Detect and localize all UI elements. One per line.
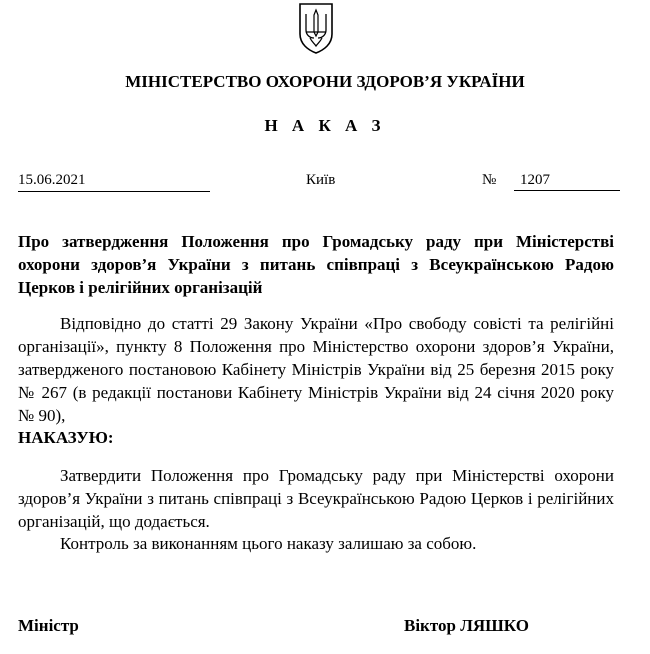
trident-coat-of-arms-icon	[296, 2, 336, 54]
order-item-2: Контроль за виконанням цього наказу залишаю за собою.	[60, 534, 477, 553]
preamble-paragraph: Відповідно до статті 29 Закону України «Про свободу совісті та релігійні організації», пункту 8 Положення про Міністерство охорони здоров’я України, затвердженого постановою Кабінету Міністрів України від 25 березня 2015 року № 267 (в редакції постанови Кабінету Міністрів України від 24 січня 2020 року № 90),	[18, 314, 614, 425]
ministry-name: МІНІСТЕРСТВО ОХОРОНИ ЗДОРОВ’Я УКРАЇНИ	[125, 72, 525, 91]
document-type: Н А К А З	[264, 116, 386, 135]
order-item-1: Затвердити Положення про Громадську раду при Міністерстві охорони здоров’я України з питань співпраці з Всеукраїнською Радою Церков і релігійних організацій, що додається.	[18, 466, 614, 531]
signatory-title: Міністр	[18, 616, 79, 635]
order-date: 15.06.2021	[18, 172, 210, 192]
order-subject: Про затвердження Положення про Громадську раду при Міністерстві охорони здоров’я України з питань співпраці з Всеукраїнською Радою Церков і релігійних організацій	[18, 232, 614, 297]
order-number: 1207	[514, 172, 620, 191]
number-sign: №	[482, 172, 497, 188]
signatory-name: Віктор ЛЯШКО	[404, 616, 529, 635]
order-city: Київ	[306, 172, 336, 188]
order-heading: НАКАЗУЮ:	[18, 428, 114, 447]
